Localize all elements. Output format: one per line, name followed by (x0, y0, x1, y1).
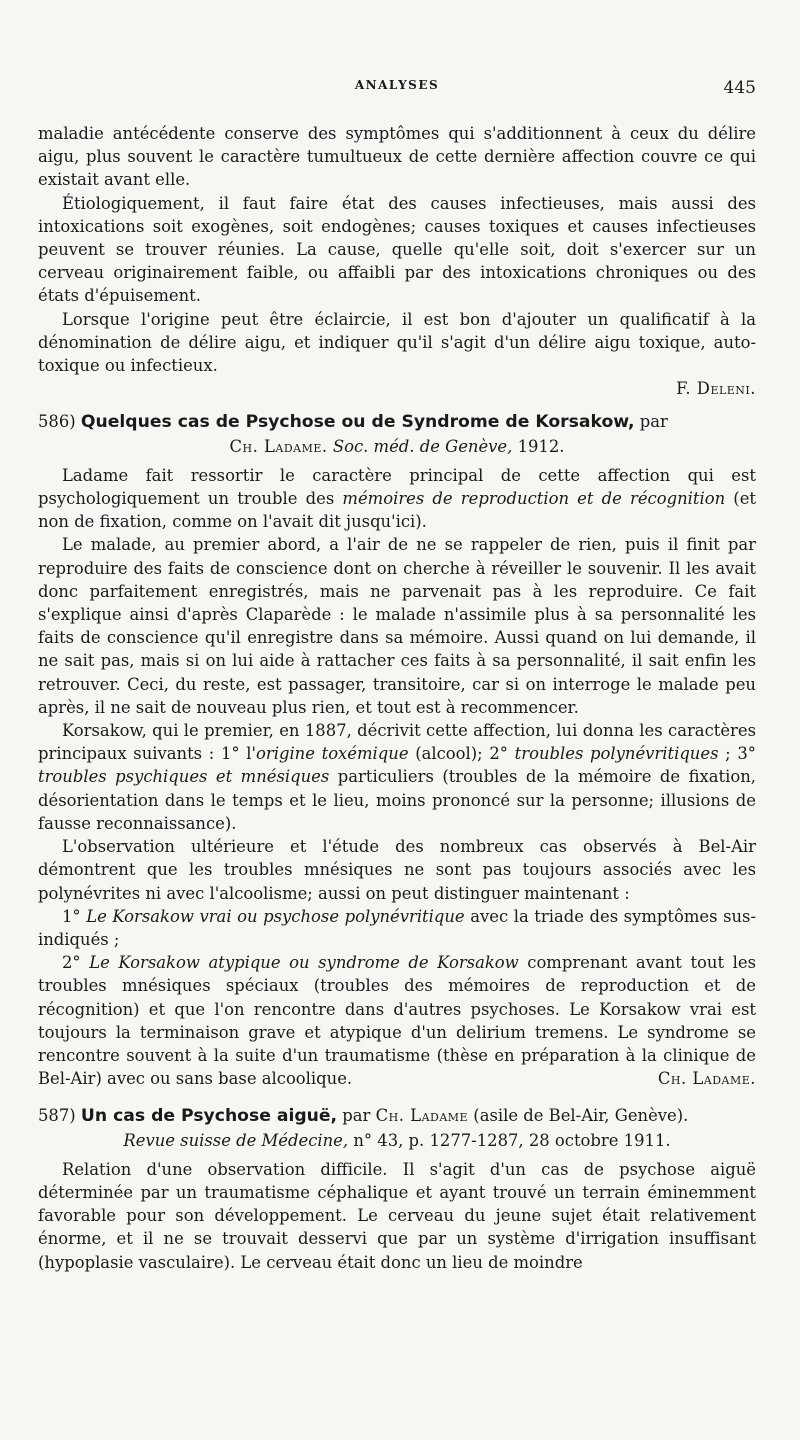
list-item: 1° Le Korsakow vrai ou psychose polynévritique avec la triade des symptômes sus-indiqués ; (38, 906, 756, 949)
affiliation: (asile de Bel-Air, Genève). (473, 1106, 689, 1126)
list-item: 2° Le Korsakow atypique ou syndrome de Korsakow comprenant avant tout les troubles mnésiques spéciaux (troubles des mémoires de reproduction et de récognition) et que l'on rencontre dans d'autres psychoses. Le Korsakow vrai est toujours la terminaison grave et atypique d'un delirium tremens. Le syndrome se rencontre souvent à la suite d'un traumatisme (thèse en préparation à la clinique de Bel-Air) avec ou sans base alcoolique. Ch. Ladame. (38, 951, 756, 1090)
source: Soc. méd. de Genève, (332, 436, 513, 456)
signature: Ch. Ladame. (657, 1069, 756, 1089)
page-body (38, 122, 756, 1274)
article-heading-586 (38, 410, 756, 434)
source: Revue suisse de Médecine, (123, 1130, 349, 1150)
paragraph: Le malade, au premier abord, a l'air de ne se rappeler de rien, puis il finit par reproduire des faits de conscience dont on cherche à réveiller le souvenir. Il les avait donc parfaitement enregistrés, mais ne parvenait pas à les reproduire. Ce fait s'explique ainsi d'après Claparède : le malade n'assimile plus à sa personnalité les faits de conscience qu'il enregistre dans sa mémoire. Aussi quand on lui demande, il ne sait pas, mais si on lui aide à rattacher ces faits à sa personnalité, il sait enfin les retrouver. Ceci, du reste, est passager, transitoire, car si on interroge le malade peu après, il ne sait de nouveau plus rien, et tout est à recommencer. (38, 535, 756, 717)
article-citation-586 (38, 435, 756, 458)
paragraph: Korsakow, qui le premier, en 1887, décrivit cette affection, lui donna les caractères principaux suivants : 1° l'origine toxémique (alcool); 2° troubles polynévritiques ; 3° troubles psychiques et mnésiques particuliers (troubles de la mémoire de fixation, désorientation dans le temps et le lieu, moins prononcé sur la personne; illusions de fausse reconnaissance). (38, 721, 756, 833)
signature: F. Deleni. (676, 379, 756, 399)
article-title: Quelques cas de Psychose ou de Syndrome de Korsakow, (80, 412, 635, 433)
author: Ch. Ladame (375, 1106, 469, 1126)
paragraph: maladie antécédente conserve des symptômes qui s'additionnent à ceux du délire aigu, plus souvent le caractère tumultueux de cette dernière affection couvre ce qui existait avant elle. (38, 124, 756, 190)
reference: n° 43, p. 1277-1287, 28 octobre 1911. (353, 1130, 671, 1150)
article-title: Un cas de Psychose aiguë, (80, 1106, 338, 1127)
author: Ch. Ladame. (229, 436, 328, 456)
article-number: 587) (38, 1106, 76, 1126)
par-word: par (639, 412, 668, 432)
paragraph: Étiologiquement, il faut faire état des causes infectieuses, mais aussi des intoxications soit exogènes, soit endogènes; causes toxiques et causes infectieuses peuvent se trouver réunies. La cause, quelle qu'elle soit, doit s'exercer sur un cerveau originairement faible, ou affaibli par des intoxications chroniques ou des états d'épuisement. (38, 193, 756, 306)
running-title: ANALYSES (354, 78, 440, 92)
article-number: 586) (38, 412, 76, 432)
paragraph: L'observation ultérieure et l'étude des nombreux cas observés à Bel-Air démontrent que les troubles mnésiques ne sont pas toujours associés avec les polynévrites ni avec l'alcoolisme; aussi on peut distinguer maintenant : (38, 837, 756, 903)
paragraph: Ladame fait ressortir le caractère principal de cette affection qui est psychologiquement un trouble des mémoires de reproduction et de récognition (et non de fixation, comme on l'avait dit jusqu'ici). (38, 465, 756, 532)
year: 1912. (517, 436, 565, 456)
par-word: par (342, 1106, 371, 1126)
running-head (38, 78, 756, 98)
paragraph: Lorsque l'origine peut être éclaircie, il est bon d'ajouter un qualificatif à la dénomination de délire aigu, et indiquer qu'il s'agit d'un délire aigu toxique, auto-toxique ou infectieux. (38, 309, 756, 376)
article-citation-587 (38, 1129, 756, 1152)
article-heading-587 (38, 1104, 756, 1128)
paragraph: Relation d'une observation difficile. Il s'agit d'un cas de psychose aiguë déterminée par un traumatisme céphalique et ayant trouvé un terrain éminemment favorable pour son développement. Le cerveau du jeune sujet était relativement énorme, et il ne se trouvait desservi que par un système d'irrigation insuffisant (hypoplasie vasculaire). Le cerveau était donc un lieu de moindre (38, 1159, 756, 1272)
page-number: 445 (723, 78, 756, 98)
